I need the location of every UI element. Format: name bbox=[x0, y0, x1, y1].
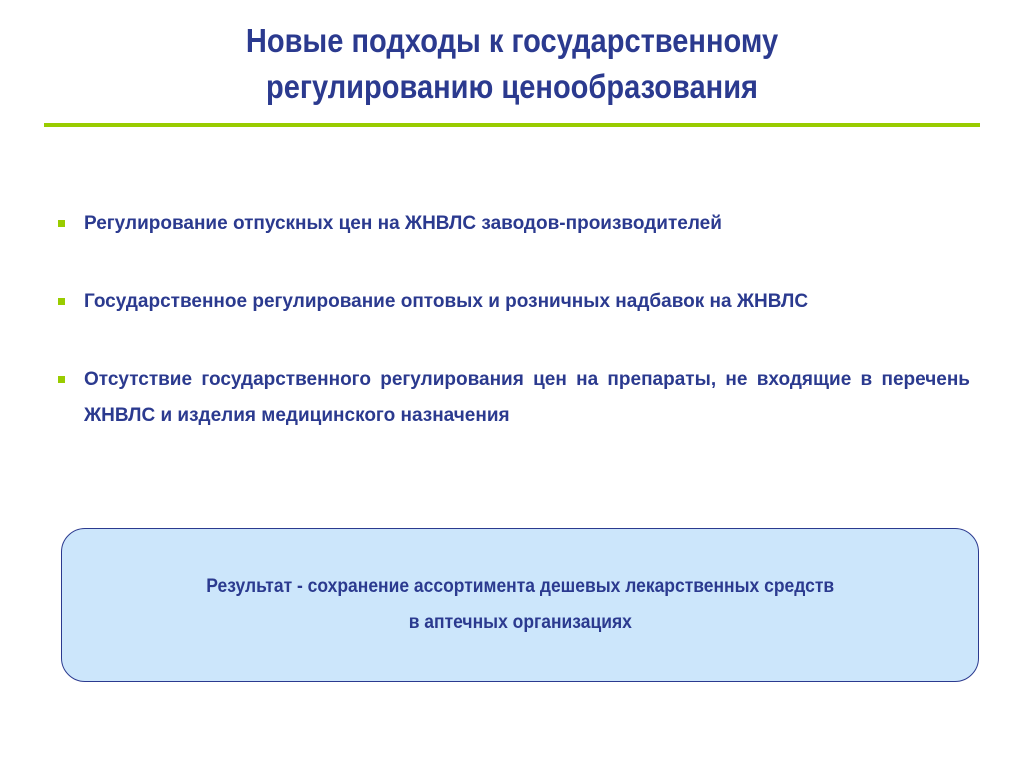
title-underline-divider bbox=[44, 123, 980, 127]
result-text-line-1: Результат - сохранение ассортимента дешевых лекарственных средств bbox=[206, 576, 834, 597]
bullet-item-price-regulation bbox=[58, 206, 970, 242]
bullet-text: Отсутствие государственного регулирования цен на препараты, не входящие в перечень ЖНВЛС и изделия медицинского назначения bbox=[84, 369, 970, 426]
result-text-line-2: в аптечных организациях bbox=[408, 612, 632, 633]
bullet-text: Государственное регулирование оптовых и розничных надбавок на ЖНВЛС bbox=[84, 291, 809, 312]
slide-title bbox=[114, 18, 910, 110]
square-bullet-icon bbox=[58, 376, 65, 383]
result-callout-box bbox=[61, 528, 979, 682]
square-bullet-icon bbox=[58, 220, 65, 227]
slide-title-line-2: регулированию ценообразования bbox=[265, 68, 759, 105]
bullet-text: Регулирование отпускных цен на ЖНВЛС заводов-производителей bbox=[84, 213, 722, 234]
bullet-item-markup-regulation bbox=[58, 284, 970, 320]
square-bullet-icon bbox=[58, 298, 65, 305]
bullet-list bbox=[58, 206, 970, 434]
bullet-item-no-regulation bbox=[58, 362, 970, 434]
slide-title-line-1: Новые подходы к государственному bbox=[245, 22, 779, 59]
